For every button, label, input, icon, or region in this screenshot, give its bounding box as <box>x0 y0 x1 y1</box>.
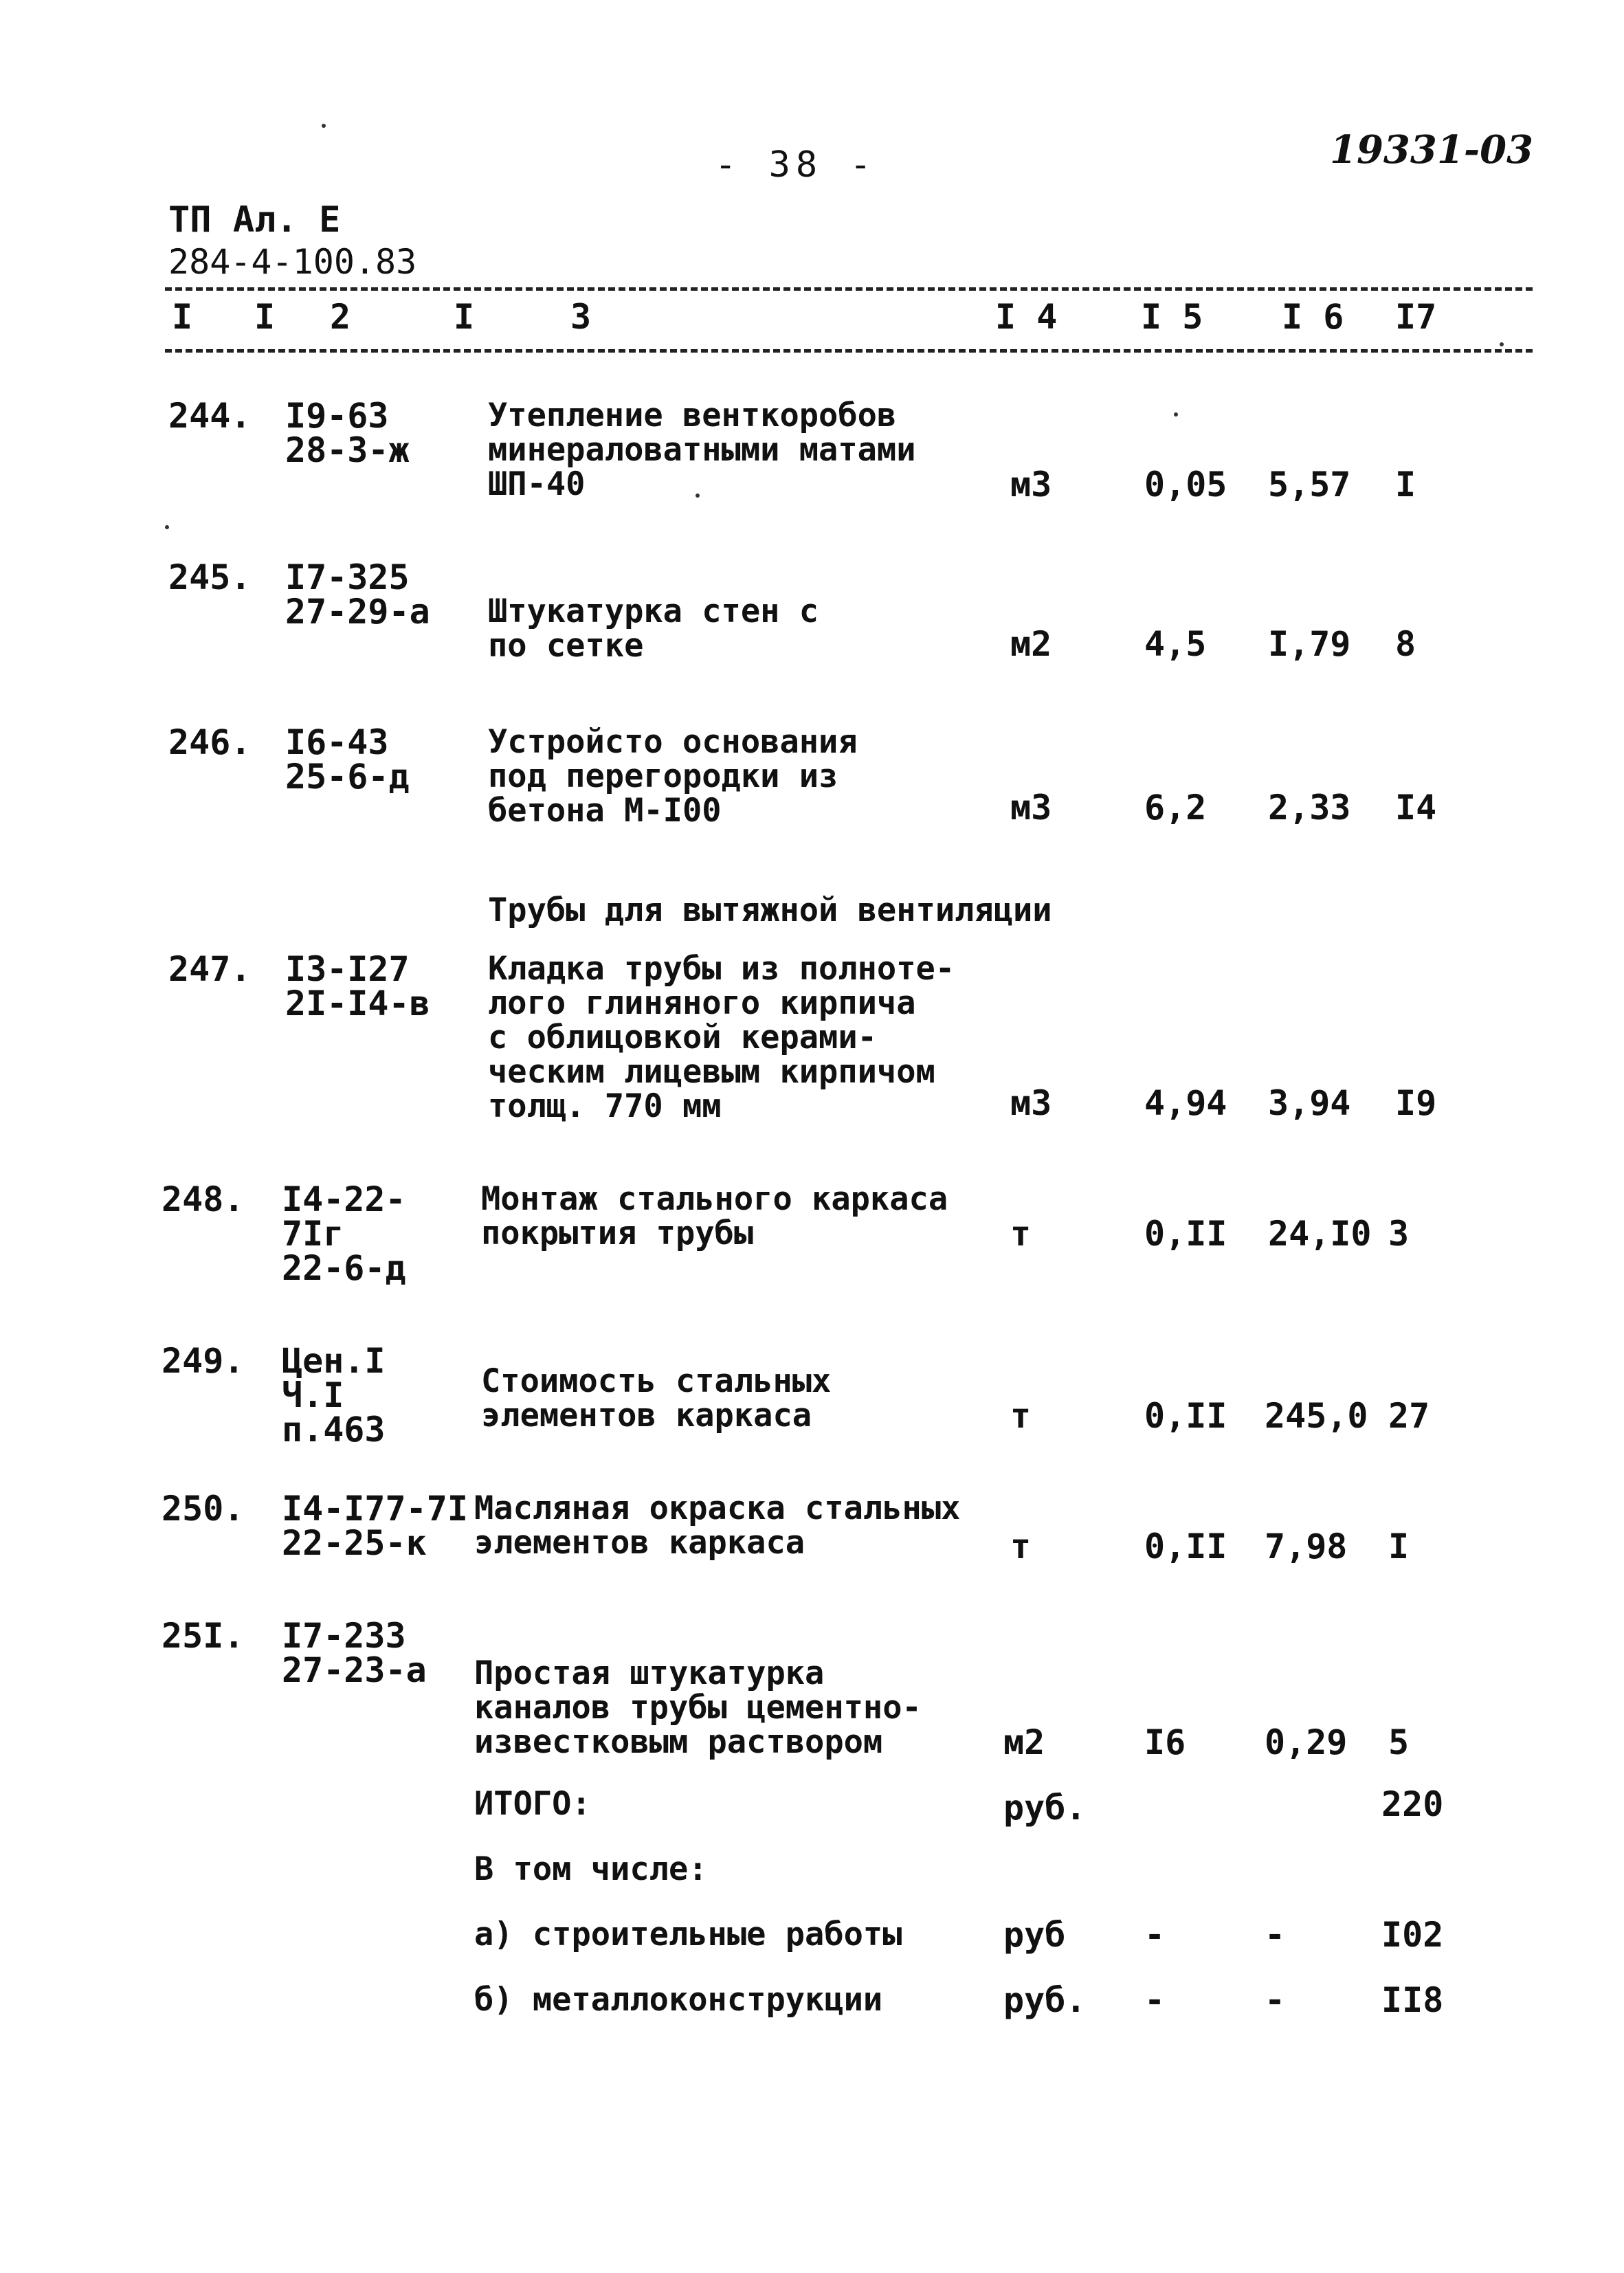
row-code: I4-I77-7I 22-25-к <box>282 1489 468 1563</box>
row-quantity: 0,II <box>1144 1396 1227 1436</box>
row-description: Масляная окраска стальных элементов каркаса <box>474 1489 961 1562</box>
row-description: Устройсто основания под перегородки из бетона М-I00 <box>488 723 858 830</box>
row-quantity: 4,94 <box>1144 1083 1227 1123</box>
header-bottom-rule <box>165 349 1533 353</box>
row-description: Стоимость стальных элементов каркаса <box>481 1362 832 1434</box>
summary-item-total: II8 <box>1381 1980 1444 2020</box>
row-number: 244. <box>168 396 252 436</box>
row-code: I7-325 27-29-а <box>285 557 430 632</box>
row-price: I,79 <box>1268 624 1351 664</box>
row-unit: м3 <box>1010 1083 1052 1123</box>
row-total: 3 <box>1388 1214 1410 1254</box>
summary-item-price: - <box>1265 1915 1286 1955</box>
row-unit: т <box>1010 1214 1032 1254</box>
summary-item-qty: - <box>1144 1915 1166 1955</box>
row-unit: м2 <box>1010 624 1052 664</box>
col-header-sep-2: I <box>454 297 475 337</box>
row-price: 245,0 <box>1265 1396 1368 1436</box>
summary-item-unit: руб <box>1003 1915 1066 1955</box>
summary-item-unit: руб. <box>1003 1980 1087 2020</box>
row-price: 3,94 <box>1268 1083 1351 1123</box>
header-top-rule <box>165 287 1533 291</box>
row-unit: м2 <box>1003 1722 1045 1762</box>
project-code: 284-4-100.83 <box>168 242 417 282</box>
summary-item-label: а) строительные работы <box>474 1916 902 1953</box>
row-quantity: 0,II <box>1144 1214 1227 1254</box>
total-label: ИТОГО: <box>474 1785 591 1823</box>
summary-item-price: - <box>1265 1980 1286 2020</box>
scan-speck <box>696 494 700 498</box>
row-code: I3-I27 2I-I4-в <box>285 949 430 1023</box>
row-number: 247. <box>168 949 252 989</box>
col-header-5: I 5 <box>1141 297 1203 337</box>
row-quantity: 6,2 <box>1144 788 1207 828</box>
row-price: 5,57 <box>1268 465 1351 505</box>
row-unit: т <box>1010 1527 1032 1566</box>
row-quantity: 0,05 <box>1144 465 1227 505</box>
including-label: В том числе: <box>474 1850 708 1888</box>
col-header-1: I <box>172 297 193 337</box>
row-unit: м3 <box>1010 465 1052 505</box>
row-code: I7-233 27-23-а <box>282 1616 427 1690</box>
row-unit: м3 <box>1010 788 1052 828</box>
row-unit: т <box>1010 1396 1032 1436</box>
row-total: I9 <box>1395 1083 1437 1123</box>
row-code: I6-43 25-6-д <box>285 722 410 797</box>
row-price: 0,29 <box>1265 1722 1348 1762</box>
col-header-2: 2 <box>330 297 351 337</box>
row-number: 249. <box>162 1341 245 1381</box>
project-line: ТП Ал. Е <box>168 199 341 241</box>
summary-item-total: I02 <box>1381 1915 1444 1955</box>
row-description: Штукатурка стен с по сетке <box>488 592 819 665</box>
total-unit: руб. <box>1003 1788 1087 1828</box>
row-total: I <box>1388 1527 1410 1566</box>
section-heading: Трубы для вытяжной вентиляции <box>488 891 1052 929</box>
row-quantity: 4,5 <box>1144 624 1207 664</box>
row-total: 27 <box>1388 1396 1430 1436</box>
row-code: I4-22- 7Iг 22-6-д <box>282 1179 406 1288</box>
scan-speck <box>1500 342 1504 346</box>
row-description: Кладка трубы из полноте- лого глиняного кирпича с облицовкой керами- ческим лицевым кирпичом толщ. 770 мм <box>488 950 955 1125</box>
row-code: Цен.I Ч.I п.463 <box>282 1341 386 1450</box>
row-description: Монтаж стального каркаса покрытия трубы <box>481 1180 948 1252</box>
row-price: 7,98 <box>1265 1527 1348 1566</box>
row-number: 246. <box>168 722 252 762</box>
row-quantity: 0,II <box>1144 1527 1227 1566</box>
col-header-6: I 6 <box>1282 297 1344 337</box>
row-description: Утепление венткоробов минераловатными матами ШП-40 <box>488 397 916 503</box>
row-number: 25I. <box>162 1616 245 1656</box>
row-total: 5 <box>1388 1722 1410 1762</box>
col-header-3: 3 <box>570 297 592 337</box>
row-quantity: I6 <box>1144 1722 1186 1762</box>
page-number: - 38 - <box>715 144 877 186</box>
row-description: Простая штукатурка каналов трубы цементно- известковым раствором <box>474 1654 922 1761</box>
col-header-7: I7 <box>1395 297 1437 337</box>
row-price: 2,33 <box>1268 788 1351 828</box>
summary-item-label: б) металлоконструкции <box>474 1981 883 2019</box>
row-total: I4 <box>1395 788 1437 828</box>
row-number: 245. <box>168 557 252 597</box>
scan-speck <box>165 525 169 529</box>
row-price: 24,I0 <box>1268 1214 1372 1254</box>
scan-speck <box>1174 412 1178 417</box>
col-header-sep-1: I <box>254 297 276 337</box>
summary-item-qty: - <box>1144 1980 1166 2020</box>
document-code: 19331-03 <box>1330 127 1533 173</box>
row-number: 248. <box>162 1179 245 1219</box>
row-number: 250. <box>162 1489 245 1529</box>
row-total: 8 <box>1395 624 1416 664</box>
total-value: 220 <box>1381 1784 1444 1824</box>
row-total: I <box>1395 465 1416 505</box>
col-header-4: I 4 <box>995 297 1058 337</box>
row-code: I9-63 28-3-ж <box>285 396 410 470</box>
scan-speck <box>322 124 326 128</box>
